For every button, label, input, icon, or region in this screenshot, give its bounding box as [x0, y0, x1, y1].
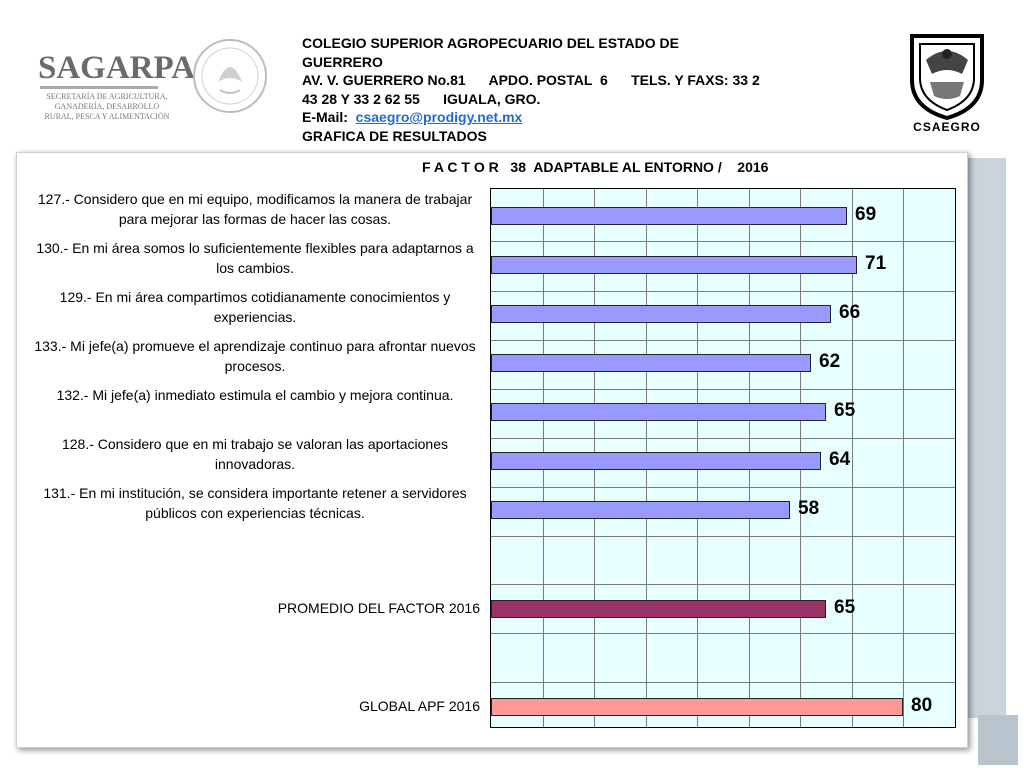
category-label-8: GLOBAL APF 2016 — [359, 698, 480, 714]
header-line-6: GRAFICA DE RESULTADOS — [302, 127, 487, 144]
sagarpa-logo-bar — [40, 86, 158, 89]
bar-8 — [491, 698, 903, 716]
bar-value-label-2: 66 — [839, 302, 861, 323]
row-divider — [491, 438, 955, 439]
bar-value-label-1: 71 — [865, 253, 887, 274]
category-label-4: 132.- Mi jefe(a) inmediato estimula el cambio y mejora continua. — [56, 387, 454, 403]
sagarpa-logo-text: SAGARPA — [38, 50, 196, 86]
row-divider — [491, 584, 955, 585]
bar-value-label-6: 58 — [798, 498, 820, 519]
chart-title: F A C T O R 38 ADAPTABLE AL ENTORNO / 2016 — [422, 159, 769, 175]
gridline-x-80 — [903, 189, 904, 727]
category-label-6: 131.- En mi institución, se considera importante retener a servidores públicos con experiencias técnicas. — [43, 485, 467, 521]
bar-2 — [491, 305, 831, 323]
email-label: E-Mail: — [302, 109, 356, 125]
bar-value-label-3: 62 — [819, 351, 841, 372]
row-divider — [491, 241, 955, 242]
header-line-1: COLEGIO SUPERIOR AGROPECUARIO DEL ESTADO DE — [302, 35, 680, 51]
bar-1 — [491, 256, 857, 274]
plot-area — [490, 188, 956, 728]
bar-value-label-5: 64 — [829, 449, 851, 470]
institution-header — [302, 34, 842, 145]
bar-value-label-4: 65 — [834, 400, 856, 421]
side-panel-lower — [978, 715, 1018, 765]
csaegro-logo — [904, 30, 990, 140]
category-label-0: 127.- Considero que en mi equipo, modificamos la manera de trabajar para mejorar las formas de hacer las cosas. — [37, 191, 473, 227]
bar-value-label-0: 69 — [855, 204, 877, 225]
row-divider — [491, 633, 955, 634]
row-divider — [491, 487, 955, 488]
header-line-4: 43 28 Y 33 2 62 55 IGUALA, GRO. — [302, 90, 541, 107]
category-label-1: 130.- En mi área somos lo suficientemente flexibles para adaptarnos a los cambios. — [36, 240, 474, 276]
row-divider — [491, 389, 955, 390]
category-label-3: 133.- Mi jefe(a) promueve el aprendizaje continuo para afrontar nuevos procesos. — [34, 338, 476, 374]
row-divider — [491, 536, 955, 537]
bar-7 — [491, 600, 826, 618]
email-link[interactable]: csaegro@prodigy.net.mx — [355, 109, 523, 125]
bar-4 — [491, 403, 826, 421]
bar-value-label-8: 80 — [911, 695, 933, 716]
csaegro-shield-icon — [904, 30, 990, 120]
bar-3 — [491, 354, 811, 372]
csaegro-logo-text: CSAEGRO — [913, 120, 981, 134]
header-line-2: GUERRERO — [302, 53, 383, 70]
sagarpa-logo — [28, 30, 196, 130]
bar-6 — [491, 501, 790, 519]
bar-value-label-7: 65 — [834, 597, 856, 618]
category-label-2: 129.- En mi área compartimos cotidianamente conocimientos y experiencias. — [59, 289, 451, 325]
bar-0 — [491, 207, 847, 225]
row-divider — [491, 291, 955, 292]
header-email-row — [302, 108, 842, 127]
bar-5 — [491, 452, 821, 470]
category-label-7: PROMEDIO DEL FACTOR 2016 — [277, 600, 480, 616]
side-panel — [968, 158, 1006, 718]
row-divider — [491, 340, 955, 341]
row-divider — [491, 682, 955, 683]
mexico-seal-icon — [190, 30, 270, 122]
category-label-5: 128.- Considero que en mi trabajo se valoran las aportaciones innovadoras. — [61, 436, 448, 472]
sagarpa-logo-subtitle: SECRETARÍA DE AGRICULTURA, GANADERÍA, DESARROLLO RURAL, PESCA Y ALIMENTACIÓN — [44, 92, 170, 121]
header-line-3: AV. V. GUERRERO No.81 APDO. POSTAL 6 TELS. Y FAXS: 33 2 — [302, 72, 760, 88]
